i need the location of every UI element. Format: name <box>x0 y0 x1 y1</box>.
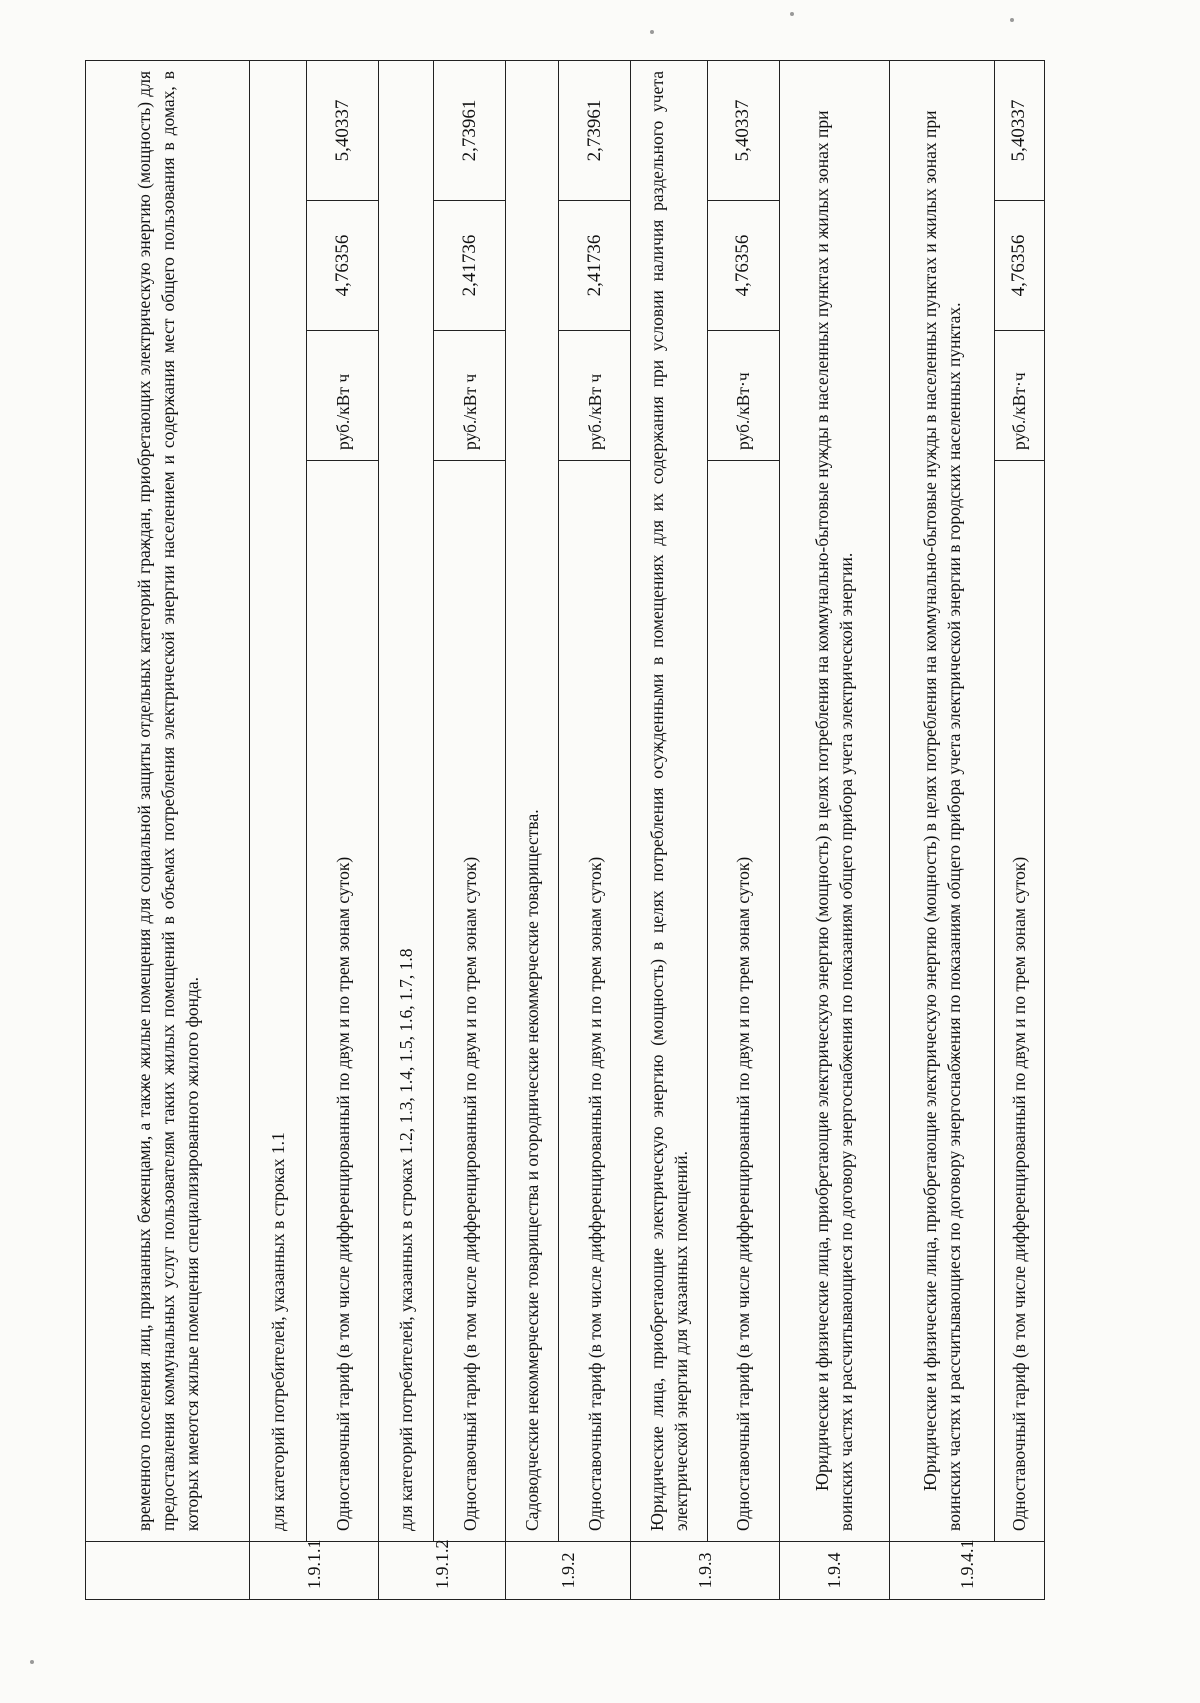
scan-speck <box>650 30 654 34</box>
tariff-description: Одноставочный тариф (в том числе дифференцированный по двум и по трем зонам суток) <box>558 461 630 1542</box>
row-description: Садоводческие некоммерческие товарищества и огороднические некоммерческие товарищества. <box>506 61 559 1542</box>
row-description: Юридические лица, приобретающие электрическую энергию (мощность) в целях потребления осужденными в помещениях для их содержания при условии наличия раздельного учета электрической энергии для указанных помещений. <box>631 61 708 1542</box>
row-number: 1.9.4.1 <box>889 1542 1045 1600</box>
tariff-description: Одноставочный тариф (в том числе дифференцированный по двум и по трем зонам суток) <box>994 461 1044 1542</box>
scan-speck <box>1010 18 1014 22</box>
row-description: Юридические и физические лица, приобретающие электрическую энергию (мощность) в целях потребления на коммунально-бытовые нужды в населенных пунктах и жилых зонах при воинских частях и рассчитывающиеся по договору энергоснабжения по показаниям общего прибора учета электрической энергии. <box>780 61 889 1542</box>
tariff-value-1: 2,41736 <box>558 201 630 331</box>
row-number: 1.9.2 <box>506 1542 631 1600</box>
row-number: 1.9.3 <box>631 1542 780 1600</box>
table-row <box>707 61 779 1600</box>
tariff-unit: руб./кВт ч <box>307 331 379 461</box>
table-row <box>86 61 250 1600</box>
tariff-value-2: 2,73961 <box>558 61 630 201</box>
scan-speck <box>30 1660 34 1664</box>
tariff-description: Одноставочный тариф (в том числе дифференцированный по двум и по трем зонам суток) <box>307 461 379 1542</box>
tariff-unit: руб./кВт ч <box>434 331 506 461</box>
row-number: 1.9.1.2 <box>379 1542 506 1600</box>
table-row <box>558 61 630 1600</box>
tariff-value-2: 2,73961 <box>434 61 506 201</box>
row-number: 1.9.4 <box>780 1542 889 1600</box>
tariff-value-2: 5,40337 <box>707 61 779 201</box>
tariff-description: Одноставочный тариф (в том числе дифференцированный по двум и по трем зонам суток) <box>434 461 506 1542</box>
table-row <box>780 61 889 1600</box>
row-number <box>86 1542 250 1600</box>
row-description: временного поселения лиц, признанных беженцами, а также жилые помещения для социальной защиты отдельных категорий граждан, приобретающих электрическую энергию (мощность) для предоставления коммунальных услуг пользователям таких жилых помещений в объемах потребления электрической энергии населением и содержания мест общего пользования в домах, в которых имеются жилые помещения специализированного жилого фонда. <box>86 61 250 1542</box>
row-number: 1.9.1.1 <box>250 1542 379 1600</box>
rotated-page <box>85 60 1045 1600</box>
table-row <box>631 61 708 1600</box>
tariff-value-2: 5,40337 <box>994 61 1044 201</box>
tariff-unit: руб./кВт·ч <box>994 331 1044 461</box>
tariff-value-1: 2,41736 <box>434 201 506 331</box>
tariff-table <box>85 60 1045 1600</box>
tariff-unit: руб./кВт·ч <box>707 331 779 461</box>
row-description: для категорий потребителей, указанных в строках 1.1 <box>250 61 307 1542</box>
tariff-value-1: 4,76356 <box>994 201 1044 331</box>
table-row <box>434 61 506 1600</box>
tariff-description: Одноставочный тариф (в том числе дифференцированный по двум и по трем зонам суток) <box>707 461 779 1542</box>
row-description: для категорий потребителей, указанных в строках 1.2, 1.3, 1.4, 1.5, 1.6, 1.7, 1.8 <box>379 61 434 1542</box>
tariff-value-1: 4,76356 <box>707 201 779 331</box>
table-row <box>994 61 1044 1600</box>
scan-speck <box>790 12 794 16</box>
table-row <box>506 61 559 1600</box>
tariff-value-2: 5,40337 <box>307 61 379 201</box>
table-row <box>379 61 434 1600</box>
table-row <box>250 61 307 1600</box>
table-row <box>889 61 994 1600</box>
tariff-value-1: 4,76356 <box>307 201 379 331</box>
table-row <box>307 61 379 1600</box>
row-description: Юридические и физические лица, приобретающие электрическую энергию (мощность) в целях потребления на коммунально-бытовые нужды в населенных пунктах и жилых зонах при воинских частях и рассчитывающиеся по договору энергоснабжения по показаниям общего прибора учета электрической энергии в городских населенных пунктах. <box>889 61 994 1542</box>
tariff-unit: руб./кВт ч <box>558 331 630 461</box>
